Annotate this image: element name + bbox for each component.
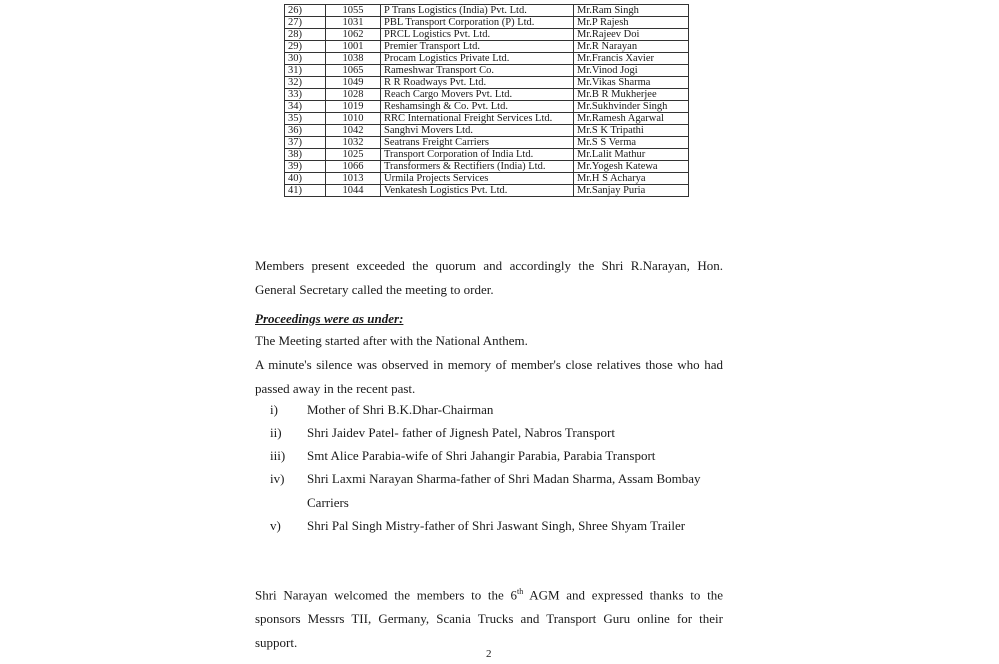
list-item [270, 514, 721, 538]
representative-cell: Mr.Lalit Mathur [574, 149, 689, 161]
serial-number-cell: 38) [285, 149, 326, 161]
table-row [285, 53, 689, 65]
serial-number-cell: 34) [285, 101, 326, 113]
member-id-cell: 1044 [326, 185, 381, 197]
representative-cell: Mr.S S Verma [574, 137, 689, 149]
welcome-paragraph [255, 580, 723, 655]
table-row [285, 77, 689, 89]
table-row [285, 161, 689, 173]
serial-number-cell: 28) [285, 29, 326, 41]
list-item-text: Mother of Shri B.K.Dhar-Chairman [307, 402, 494, 417]
company-name-cell: Reshamsingh & Co. Pvt. Ltd. [381, 101, 574, 113]
serial-number-cell: 35) [285, 113, 326, 125]
company-name-cell: PBL Transport Corporation (P) Ltd. [381, 17, 574, 29]
representative-cell: Mr.B R Mukherjee [574, 89, 689, 101]
serial-number-cell: 32) [285, 77, 326, 89]
list-item [270, 398, 721, 422]
member-id-cell: 1062 [326, 29, 381, 41]
quorum-paragraph: Members present exceeded the quorum and accordingly the Shri R.Narayan, Hon. General Secretary called the meeting to order. [255, 258, 723, 297]
representative-cell: Mr.Sanjay Puria [574, 185, 689, 197]
welcome-ordinal-suffix: th [517, 587, 524, 596]
list-item-number: i) [270, 402, 278, 417]
member-id-cell: 1065 [326, 65, 381, 77]
table-row [285, 137, 689, 149]
table-row [285, 41, 689, 53]
company-name-cell: Venkatesh Logistics Pvt. Ltd. [381, 185, 574, 197]
representative-cell: Mr.Vinod Jogi [574, 65, 689, 77]
member-table-body [285, 5, 689, 197]
company-name-cell: Rameshwar Transport Co. [381, 65, 574, 77]
serial-number-cell: 29) [285, 41, 326, 53]
company-name-cell: R R Roadways Pvt. Ltd. [381, 77, 574, 89]
representative-cell: Mr.Sukhvinder Singh [574, 101, 689, 113]
table-row [285, 113, 689, 125]
company-name-cell: RRC International Freight Services Ltd. [381, 113, 574, 125]
company-name-cell: Urmila Projects Services [381, 173, 574, 185]
member-id-cell: 1042 [326, 125, 381, 137]
representative-cell: Mr.Francis Xavier [574, 53, 689, 65]
list-item-text: Shri Jaidev Patel- father of Jignesh Patel, Nabros Transport [307, 425, 615, 440]
member-id-cell: 1010 [326, 113, 381, 125]
representative-cell: Mr.Ram Singh [574, 5, 689, 17]
representative-cell: Mr.Rajeev Doi [574, 29, 689, 41]
table-row [285, 65, 689, 77]
serial-number-cell: 26) [285, 5, 326, 17]
page-number: 2 [486, 648, 492, 660]
company-name-cell: Premier Transport Ltd. [381, 41, 574, 53]
member-id-cell: 1031 [326, 17, 381, 29]
representative-cell: Mr.Vikas Sharma [574, 77, 689, 89]
welcome-text-start: Shri Narayan welcomed the members to the 6 [255, 587, 518, 603]
list-item-number: ii) [270, 425, 282, 440]
serial-number-cell: 40) [285, 173, 326, 185]
list-item [270, 467, 721, 515]
proceedings-heading: Proceedings were as under: [255, 311, 404, 326]
list-item-number: v) [270, 518, 281, 533]
company-name-cell: Transformers & Rectifiers (India) Ltd. [381, 161, 574, 173]
member-id-cell: 1066 [326, 161, 381, 173]
list-item-text: Shri Laxmi Narayan Sharma-father of Shri Madan Sharma, Assam Bombay Carriers [307, 471, 701, 510]
list-item-text: Shri Pal Singh Mistry-father of Shri Jaswant Singh, Shree Shyam Trailer [307, 518, 686, 533]
table-row [285, 149, 689, 161]
company-name-cell: P Trans Logistics (India) Pvt. Ltd. [381, 5, 574, 17]
company-name-cell: PRCL Logistics Pvt. Ltd. [381, 29, 574, 41]
serial-number-cell: 36) [285, 125, 326, 137]
company-name-cell: Transport Corporation of India Ltd. [381, 149, 574, 161]
list-item-number: iii) [270, 448, 286, 463]
representative-cell: Mr.Yogesh Katewa [574, 161, 689, 173]
table-row [285, 125, 689, 137]
member-id-cell: 1032 [326, 137, 381, 149]
representative-cell: Mr.R Narayan [574, 41, 689, 53]
table-row [285, 101, 689, 113]
silence-paragraph: A minute's silence was observed in memory of member's close relatives those who had passed away in the recent past. [255, 357, 723, 396]
table-row [285, 89, 689, 101]
company-name-cell: Sanghvi Movers Ltd. [381, 125, 574, 137]
serial-number-cell: 27) [285, 17, 326, 29]
company-name-cell: Seatrans Freight Carriers [381, 137, 574, 149]
table-row [285, 5, 689, 17]
serial-number-cell: 37) [285, 137, 326, 149]
member-id-cell: 1055 [326, 5, 381, 17]
representative-cell: Mr.H S Acharya [574, 173, 689, 185]
table-row [285, 173, 689, 185]
serial-number-cell: 39) [285, 161, 326, 173]
serial-number-cell: 31) [285, 65, 326, 77]
representative-cell: Mr.Ramesh Agarwal [574, 113, 689, 125]
member-id-cell: 1038 [326, 53, 381, 65]
anthem-line: The Meeting started after with the National Anthem. [255, 333, 528, 348]
serial-number-cell: 41) [285, 185, 326, 197]
member-id-cell: 1019 [326, 101, 381, 113]
member-id-cell: 1028 [326, 89, 381, 101]
serial-number-cell: 33) [285, 89, 326, 101]
member-id-cell: 1001 [326, 41, 381, 53]
company-name-cell: Reach Cargo Movers Pvt. Ltd. [381, 89, 574, 101]
list-item-text: Smt Alice Parabia-wife of Shri Jahangir Parabia, Parabia Transport [307, 448, 656, 463]
table-row [285, 29, 689, 41]
list-item [270, 444, 721, 468]
table-row [285, 185, 689, 197]
member-attendance-table [284, 4, 689, 197]
serial-number-cell: 30) [285, 53, 326, 65]
representative-cell: Mr.S K Tripathi [574, 125, 689, 137]
list-item [270, 421, 721, 445]
list-item-number: iv) [270, 471, 285, 486]
member-id-cell: 1049 [326, 77, 381, 89]
representative-cell: Mr.P Rajesh [574, 17, 689, 29]
member-id-cell: 1013 [326, 173, 381, 185]
company-name-cell: Procam Logistics Private Ltd. [381, 53, 574, 65]
member-id-cell: 1025 [326, 149, 381, 161]
table-row [285, 17, 689, 29]
welcome-text-end: AGM and expressed thanks to the sponsors Messrs TII, Germany, Scania Trucks and Transport Guru online for their support. [255, 587, 723, 651]
